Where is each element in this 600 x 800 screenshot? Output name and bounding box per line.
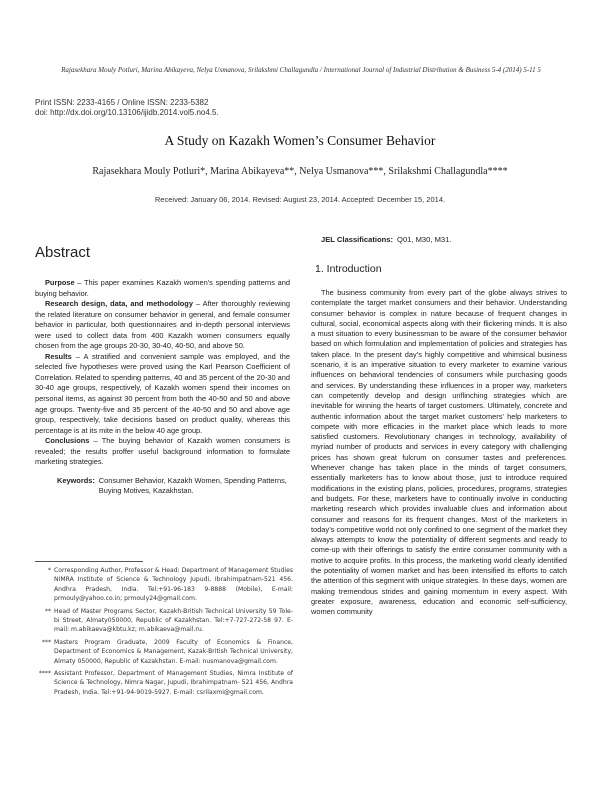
footnote-text: Assistant Professor, Department of Management Studies, Nimra Institute of Science & Technology, Nimra Nagar, Jupudi, Ibrahimpatnam- 521 456, Andhra Pradesh, India. Tel:+91-94-9019-5927. E-mail: csrilaxmi@gmail.com. xyxy=(54,670,293,696)
abstract-conclusions xyxy=(35,436,290,468)
introduction-column xyxy=(311,235,567,618)
footnote-text: Head of Master Programs Sector, Kazakh-British Technical University 59 Tole-bi Street, Almaty050000, Republic of Kazakhstan. Tel:+7-727-272-58 97. E-mail: m.abikaeva@kbtu.kz; m.abikaeva@mail.ru. xyxy=(54,607,293,634)
footnote-mark: ** xyxy=(44,607,51,615)
footnote xyxy=(35,669,293,697)
doi-line[interactable]: doi: http://dx.doi.org/10.13106/ijidb.2014.vol5.no4.5. xyxy=(35,108,219,117)
purpose-label: Purpose xyxy=(45,278,75,287)
author-list: Rajasekhara Mouly Potluri*, Marina Abikayeva**, Nelya Usmanova***, Srilakshmi Challagundla**** xyxy=(92,166,508,177)
footnotes xyxy=(35,566,293,700)
footnote xyxy=(35,566,293,604)
conclusions-label: Conclusions xyxy=(45,436,90,446)
footnote-text: Corresponding Author, Professor & Head: Department of Management Studies NIMRA Institute of Science & Technology Jupudi, Ibrahimpatnam-521 456. Andhra Pradesh, India. Tel:+91-96-183 9-8888 (Mobile), E-mail: prmouly@yahoo.co.in; prmouly24@gmail.com. xyxy=(54,567,293,603)
footnote-mark: **** xyxy=(38,670,51,678)
jel-classifications xyxy=(321,235,567,245)
abstract-design xyxy=(35,299,290,352)
submission-dates: Received: January 06, 2014. Revised: August 23, 2014. Accepted: December 15, 2014. xyxy=(154,195,446,204)
abstract-heading: Abstract xyxy=(35,244,91,261)
jel-label: JEL Classifications: xyxy=(321,235,394,244)
results-text: – A stratified and convenient sample was employed, and the selected five hypotheses were proved using the Karl Pearson Coefficient of Correlation. Related to spending patterns, 40 and 35 percent of the 20-30 and 30-40 age groups, respectively, of Kazakh women spend their incomes on personal items, as against 30 percent from both the 40-50 and 50 and above age groups. Twenty-five and 35 percent of the 40-50 and 50 and above age group, respectively, take decisions based on product quality, whereas this percentage is at its mite in the below 40 age group. xyxy=(35,351,290,435)
design-text: – After thoroughly reviewing the related literature on consumer behavior in general, and female consumer behavior in particular, both questionnaires and in-depth personal interviews were used to collect data from 400 Kazakh women consumers equally chosen from the age groups 20-30, 30-40, 40-50, and above 50. xyxy=(35,299,290,351)
keywords-text: Consumer Behavior, Kazakh Women, Spending Patterns, Buying Motives, Kazakhstan. xyxy=(98,475,287,496)
design-label: Research design, data, and methodology xyxy=(45,299,193,309)
abstract-column xyxy=(35,244,290,497)
purpose-text: – This paper examines Kazakh women’s spending patterns and buying behavior. xyxy=(35,278,290,298)
jel-codes: Q01, M30, M31. xyxy=(397,235,452,244)
footnote-mark: *** xyxy=(41,638,51,646)
keywords-label: Keywords: xyxy=(57,475,95,485)
results-label: Results xyxy=(45,351,72,361)
abstract-purpose xyxy=(35,278,290,299)
keywords xyxy=(57,476,290,497)
running-head: Rajasekhara Mouly Potluri, Marina Abikayeva, Nelya Usmanova, Srilakshmi Challagundla / International Journal of Industrial Distribution & Business 5-4 (2014) 5-11 5 xyxy=(61,66,541,74)
paper-title: A Study on Kazakh Women’s Consumer Behavior xyxy=(164,133,436,148)
footnote xyxy=(35,607,293,635)
footnote-text: Masters Program Graduate, 2009 Faculty of Economics & Finance, Department of Economics & Management, Kazak-British Technical University, Almaty 050000, Republic of Kazakhstan. E-mail: nusmanova@gmail.com. xyxy=(54,638,293,665)
introduction-heading: 1. Introduction xyxy=(315,263,382,275)
introduction-paragraph: The business community from every part of the globe always strives to contemplate the target market consumers and their behavior. Understanding consumer behavior is complex in nature because of frequent changes in cultural, social, economical aspects along with their flickering minds. It is also a must situation to every businessman to be aware of the consumer behavior based on which formulation and implementation of policies and strategies has taken place. In the present day’s highly competitive and whimsical business scenario, it is an imperative situation to every marketer to examine various influences on behavioral tendencies of consumers while purchasing goods and services. By understanding these influences in a proper way, marketers can competently develop and design unflinching strategies which are inevitable for winning the hearts of target customers. Ultimately, concrete and authentic information about the target market customers’ help marketers to compete with more efficacies in the market place which leads to more satisfied customers. Revolutionary changes in technology, availability of myriad number of products and services in every category with challenging prices has shown great fulcrum on consumer tastes and preferences. Whenever change has taken place in the minds of target consumers, essentially marketers has to know about those, just to introduce required modifications in the existing plans, policies, procedures, programs, strategies and budgets. For these, marketers have to continually involve in conducting marketing research which provides invaluable clues and information about consumer and reasons for its frequent changes. Most of the marketers in today’s competitive world not only confined to one segment of the market they always attempts to know the potentiality of different segments and ready to come-up with their offerings to satisfy the entire consumer community with a motive to acquire profits. In this process, the marketing world clearly identified the potentiality of women market and has been intensified its efforts to catch the attention of this segment with unique strategies. In these days, women are making tremendous strides and gaining momentum in every aspect. With greater exposure, awareness, education and economic self-sufficiency, women community xyxy=(311,288,567,617)
issn-block xyxy=(35,98,219,118)
abstract-results xyxy=(35,352,290,436)
footnote-mark: * xyxy=(47,567,51,574)
footnote xyxy=(35,638,293,666)
conclusions-text: – The buying behavior of Kazakh women consumers is revealed; the results proffer useful background information to formulate marketing strategies. xyxy=(35,436,290,467)
footnote-divider xyxy=(35,561,143,562)
issn-line: Print ISSN: 2233-4165 / Online ISSN: 2233-5382 xyxy=(35,98,209,107)
